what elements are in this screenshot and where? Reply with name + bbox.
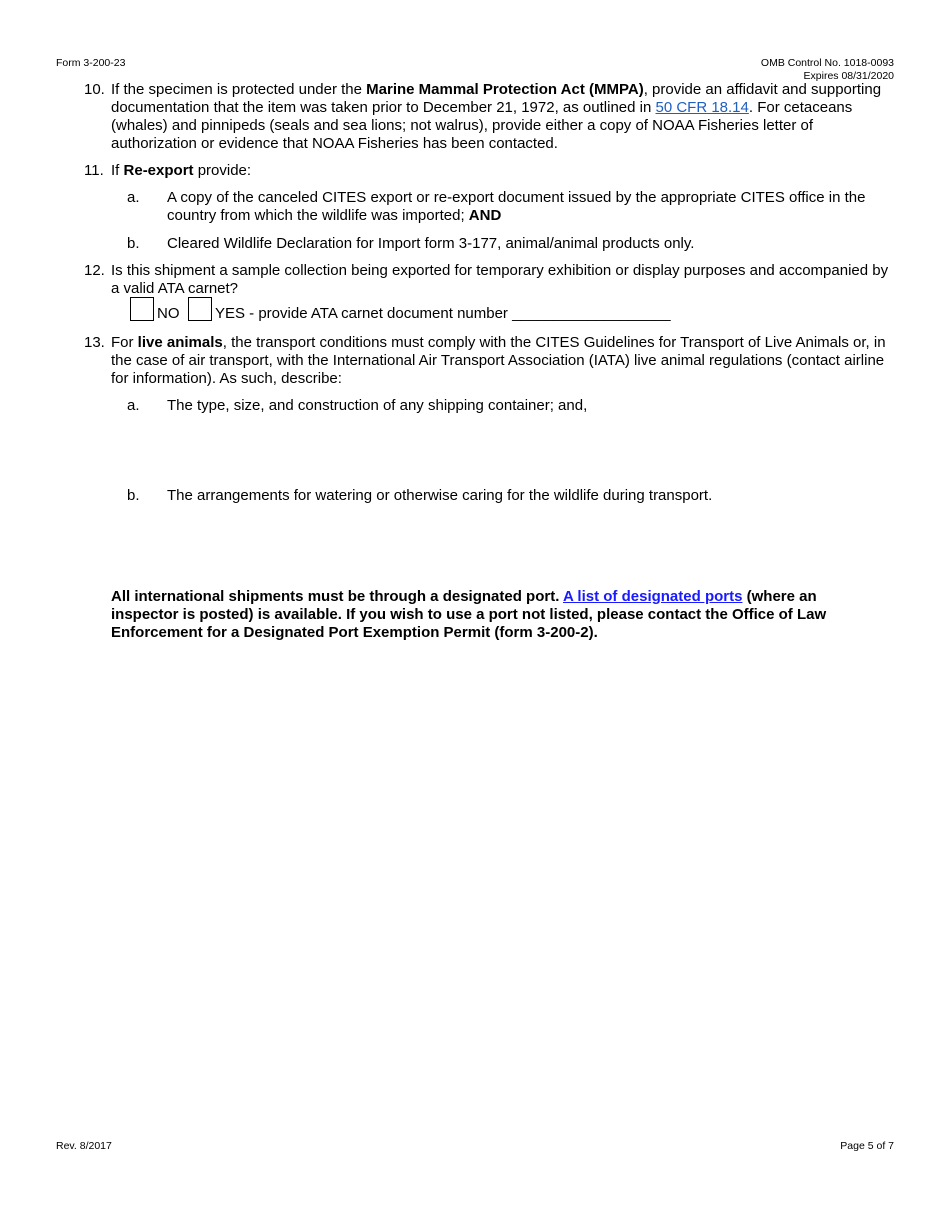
yes-label: YES - provide ATA carnet document number ___________________	[215, 305, 671, 322]
item-letter: a.	[127, 397, 140, 414]
page-number: Page 5 of 7	[840, 1140, 894, 1152]
item-text: A copy of the canceled CITES export or re-export document issued by the appropriate CITES office in the country from which the wildlife was imported; AND	[167, 189, 866, 224]
question-10	[84, 81, 896, 153]
item-text: The type, size, and construction of any shipping container; and,	[167, 397, 588, 414]
item-text: The arrangements for watering or otherwise caring for the wildlife during transport.	[167, 487, 713, 504]
omb-header	[761, 57, 894, 83]
question-11a	[127, 189, 897, 225]
question-13	[84, 334, 896, 388]
mmpa-bold: Marine Mammal Protection Act (MMPA)	[366, 81, 644, 98]
question-text: For live animals, the transport conditions must comply with the CITES Guidelines for Transport of Live Animals or, in the case of air transport, with the International Air Transport Association (IATA) live animal regulations (contact airline for information). As such, describe:	[111, 334, 886, 387]
question-11	[84, 162, 896, 180]
question-number: 11.	[84, 162, 104, 179]
question-13a	[127, 397, 897, 415]
question-13b	[127, 487, 897, 505]
question-number: 13.	[84, 334, 105, 351]
item-letter: b.	[127, 487, 140, 504]
question-number: 12.	[84, 262, 105, 279]
question-text: If Re-export provide:	[111, 162, 252, 179]
yes-checkbox[interactable]	[188, 297, 212, 321]
revision-date: Rev. 8/2017	[56, 1140, 112, 1152]
designated-ports-link[interactable]: A list of designated ports	[562, 588, 743, 605]
cfr-link[interactable]: 50 CFR 18.14	[655, 99, 749, 116]
no-label: NO	[157, 305, 180, 322]
question-11b	[127, 235, 897, 253]
question-number: 10.	[84, 81, 105, 98]
item-text: Cleared Wildlife Declaration for Import form 3-177, animal/animal products only.	[167, 235, 695, 252]
item-letter: a.	[127, 189, 140, 206]
omb-control-number: OMB Control No. 1018-0093	[760, 57, 894, 69]
question-text: If the specimen is protected under the Marine Mammal Protection Act (MMPA), provide an affidavit and supporting documentation that the item was taken prior to December 21, 1972, as outlined in 50 CFR 18.14. For cetaceans (whales) and pinnipeds (seals and sea lions; not walrus), provide either a copy of NOAA Fisheries letter of authorization or evidence that NOAA Fisheries has been contacted.	[111, 81, 882, 152]
question-text: Is this shipment a sample collection being exported for temporary exhibition or display purposes and accompanied by a valid ATA carnet?	[111, 262, 889, 297]
item-letter: b.	[127, 235, 140, 252]
expiration-date: Expires 08/31/2020	[803, 70, 894, 82]
form-number: Form 3-200-23	[56, 57, 126, 69]
designated-port-notice: All international shipments must be through a designated port. A list of designated ports (where an inspector is posted) is available. If you wish to use a port not listed, please contact the Office of Law Enforcement for a Designated Port Exemption Permit (form 3-200-2).	[111, 588, 827, 641]
question-12	[84, 262, 896, 298]
no-checkbox[interactable]	[130, 297, 154, 321]
